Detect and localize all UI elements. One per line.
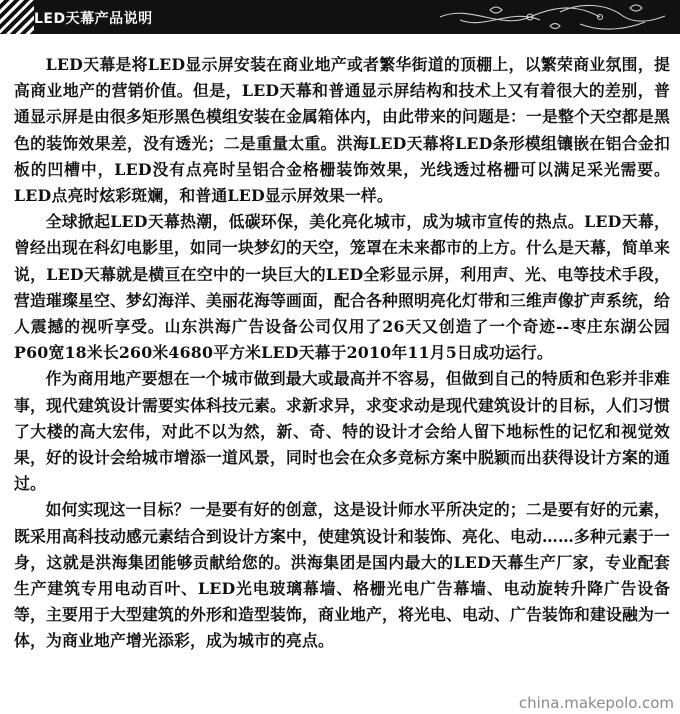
article-body — [14, 52, 670, 655]
paragraph: 作为商用地产要想在一个城市做到最大或最高并不容易，但做到自己的特质和色彩并非难事，现代建筑设计需要实体科技元素。求新求异，求变求动是现代建筑设计的目标，人们习惯了大楼的高大宏伟，对此不以为然，新、奇、特的设计才会给人留下地标性的记忆和视觉效果，好的设计会给城市增添一道风景，同时也会在众多竞标方案中脱颖而出获得设计方案的通过。 — [14, 369, 670, 494]
page-title: LED天幕产品说明 — [34, 11, 153, 27]
stripe-decoration — [0, 0, 34, 34]
paragraph: LED天幕是将LED显示屏安装在商业地产或者繁华街道的顶棚上，以繁荣商业氛围，提高商业地产的营销价值。但是，LED天幕和普通显示屏结构和技术上又有着很大的差别，普通显示屏是由很多矩形黑色模组安装在金属箱体内，由此带来的问题是：一是整个天空都是黑色的装饰效果差，没有透光；二是重量太重。洪海LED天幕将LED条形模组镶嵌在铝合金扣板的凹槽中，LED没有点亮时呈铝合金格栅装饰效果，光线透过格栅可以满足采光需要。LED点亮时炫彩斑斓，和普通LED显示屏效果一样。 — [14, 55, 670, 206]
watermark: china.makepolo.com — [518, 694, 674, 712]
paragraph: 全球掀起LED天幕热潮，低碳环保，美化亮化城市，成为城市宣传的热点。LED天幕，曾经出现在科幻电影里，如同一块梦幻的天空，笼罩在未来都市的上方。什么是天幕，简单来说，LED天幕就是横亘在空中的一块巨大的LED全彩显示屏，利用声、光、电等技术手段，营造璀璨星空、梦幻海洋、美丽花海等画面，配合各种照明亮化灯带和三维声像扩声系统，给人震撼的视听享受。山东洪海广告设备公司仅用了26天又创造了一个奇迹--枣庄东湖公园P60宽18米长260米4680平方米LED天幕于2010年11月5日成功运行。 — [14, 212, 670, 363]
paragraph: 如何实现这一目标？一是要有好的创意，这是设计师水平所决定的；二是要有好的元素，既采用高科技动感元素结合到设计方案中，使建筑设计和装饰、亮化、电动……多种元素于一身，这就是洪海集团能够贡献给您的。洪海集团是国内最大的LED天幕生产厂家，专业配套生产建筑专用电动百叶、LED光电玻璃幕墙、格栅光电广告幕墙、电动旋转升降广告设备等，主要用于大型建筑的外形和造型装饰，商业地产，将光电、电动、广告装饰和建设融为一体，为商业地产增光添彩，成为城市的亮点。 — [14, 500, 670, 651]
header-bar — [0, 0, 680, 34]
ornament-decoration — [430, 0, 680, 34]
